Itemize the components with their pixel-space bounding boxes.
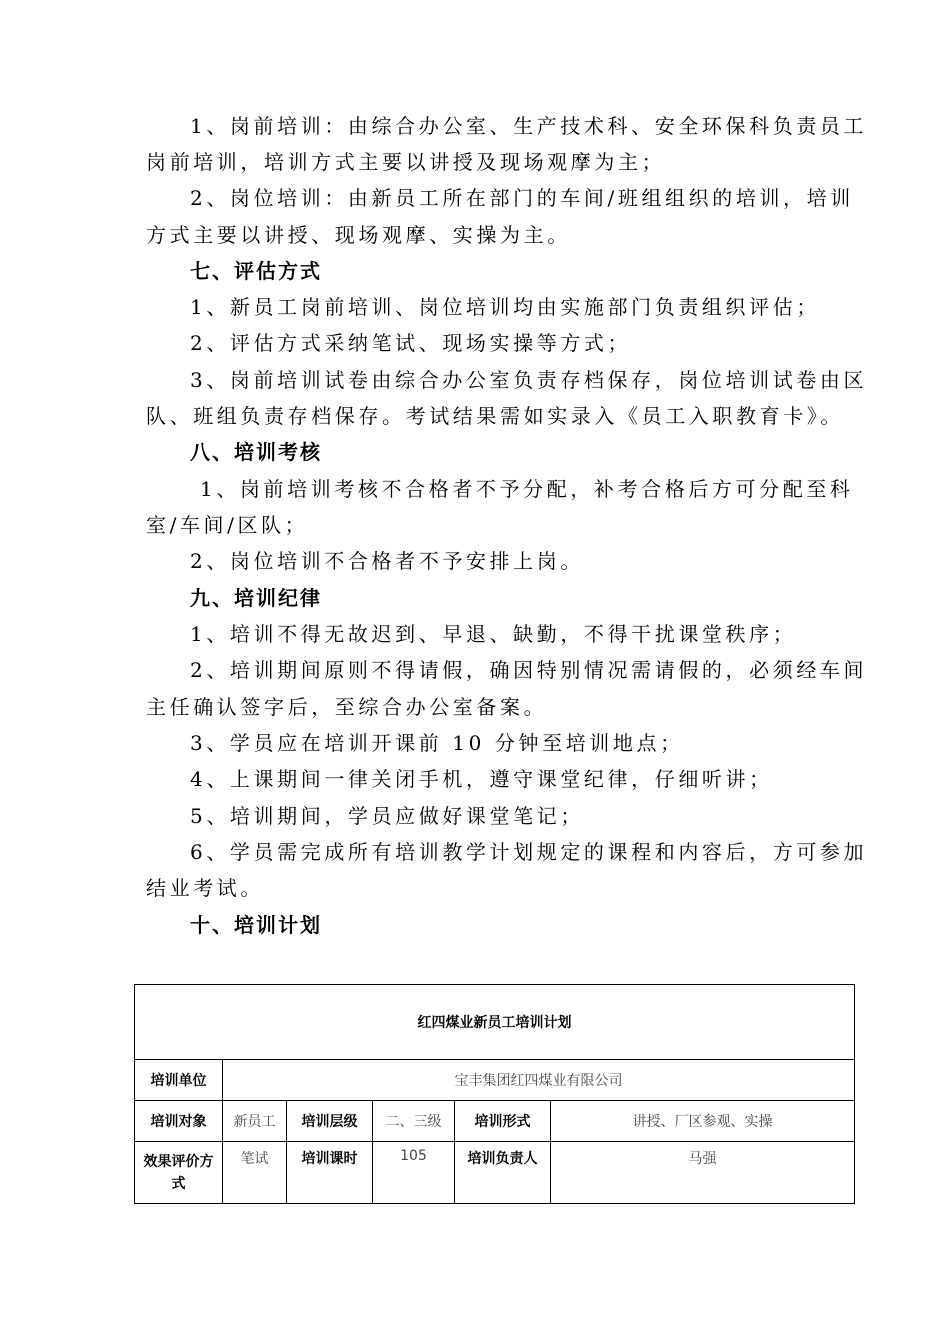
paragraph-line: 5、培训期间，学员应做好课堂笔记；	[190, 804, 584, 828]
level-value: 二、三级	[373, 1101, 455, 1142]
section-heading: 九、培训纪律	[190, 586, 322, 610]
form-value: 讲授、厂区参观、实操	[551, 1101, 855, 1142]
training-plan-table	[134, 984, 855, 1204]
paragraph-line: 方式主要以讲授、现场观摩、实操为主。	[146, 223, 571, 247]
hours-value: 105	[373, 1142, 455, 1204]
level-label: 培训层级	[287, 1101, 373, 1142]
paragraph-line: 队、班组负责存档保存。考试结果需如实录入《员工入职教育卡》。	[146, 404, 844, 428]
unit-value: 宝丰集团红四煤业有限公司	[223, 1060, 855, 1101]
paragraph-line: 1、岗前培训：由综合办公室、生产技术科、安全环保科负责员工	[190, 114, 868, 138]
owner-label: 培训负责人	[455, 1142, 551, 1204]
paragraph-line: 2、培训期间原则不得请假，确因特别情况需请假的，必须经车间	[190, 658, 868, 682]
paragraph-line: 2、岗位培训：由新员工所在部门的车间/班组组织的培训，培训	[190, 186, 854, 210]
paragraph-line: 主任确认签字后，至综合办公室备案。	[146, 695, 548, 719]
eval-value: 笔试	[223, 1142, 287, 1204]
paragraph-line: 3、学员应在培训开课前 10 分钟至培训地点；	[190, 731, 684, 755]
form-label: 培训形式	[455, 1101, 551, 1142]
hours-label: 培训课时	[287, 1142, 373, 1204]
paragraph-line: 1、岗前培训考核不合格者不予分配，补考合格后方可分配至科	[200, 477, 854, 501]
paragraph-line: 3、岗前培训试卷由综合办公室负责存档保存，岗位培训试卷由区	[190, 368, 868, 392]
table-title: 红四煤业新员工培训计划	[135, 985, 855, 1060]
eval-label: 效果评价方式	[135, 1142, 223, 1204]
target-value: 新员工	[223, 1101, 287, 1142]
owner-value: 马强	[551, 1142, 855, 1204]
paragraph-line: 1、培训不得无故迟到、早退、缺勤，不得干扰课堂秩序；	[190, 622, 797, 646]
paragraph-line: 2、评估方式采纳笔试、现场实操等方式；	[190, 331, 632, 355]
paragraph-line: 岗前培训，培训方式主要以讲授及现场观摩为主；	[146, 150, 666, 174]
paragraph-line: 室/车间/区队；	[146, 513, 309, 537]
paragraph-line: 结业考试。	[146, 876, 264, 900]
unit-label: 培训单位	[135, 1060, 223, 1101]
paragraph-line: 6、学员需完成所有培训教学计划规定的课程和内容后，方可参加	[190, 840, 868, 864]
paragraph-line: 1、新员工岗前培训、岗位培训均由实施部门负责组织评估；	[190, 295, 820, 319]
paragraph-line: 4、上课期间一律关闭手机，遵守课堂纪律，仔细听讲；	[190, 767, 773, 791]
target-label: 培训对象	[135, 1101, 223, 1142]
paragraph-line: 2、岗位培训不合格者不予安排上岗。	[190, 549, 584, 573]
section-heading: 七、评估方式	[190, 259, 322, 283]
section-heading: 八、培训考核	[190, 440, 322, 464]
section-heading: 十、培训计划	[190, 913, 322, 937]
